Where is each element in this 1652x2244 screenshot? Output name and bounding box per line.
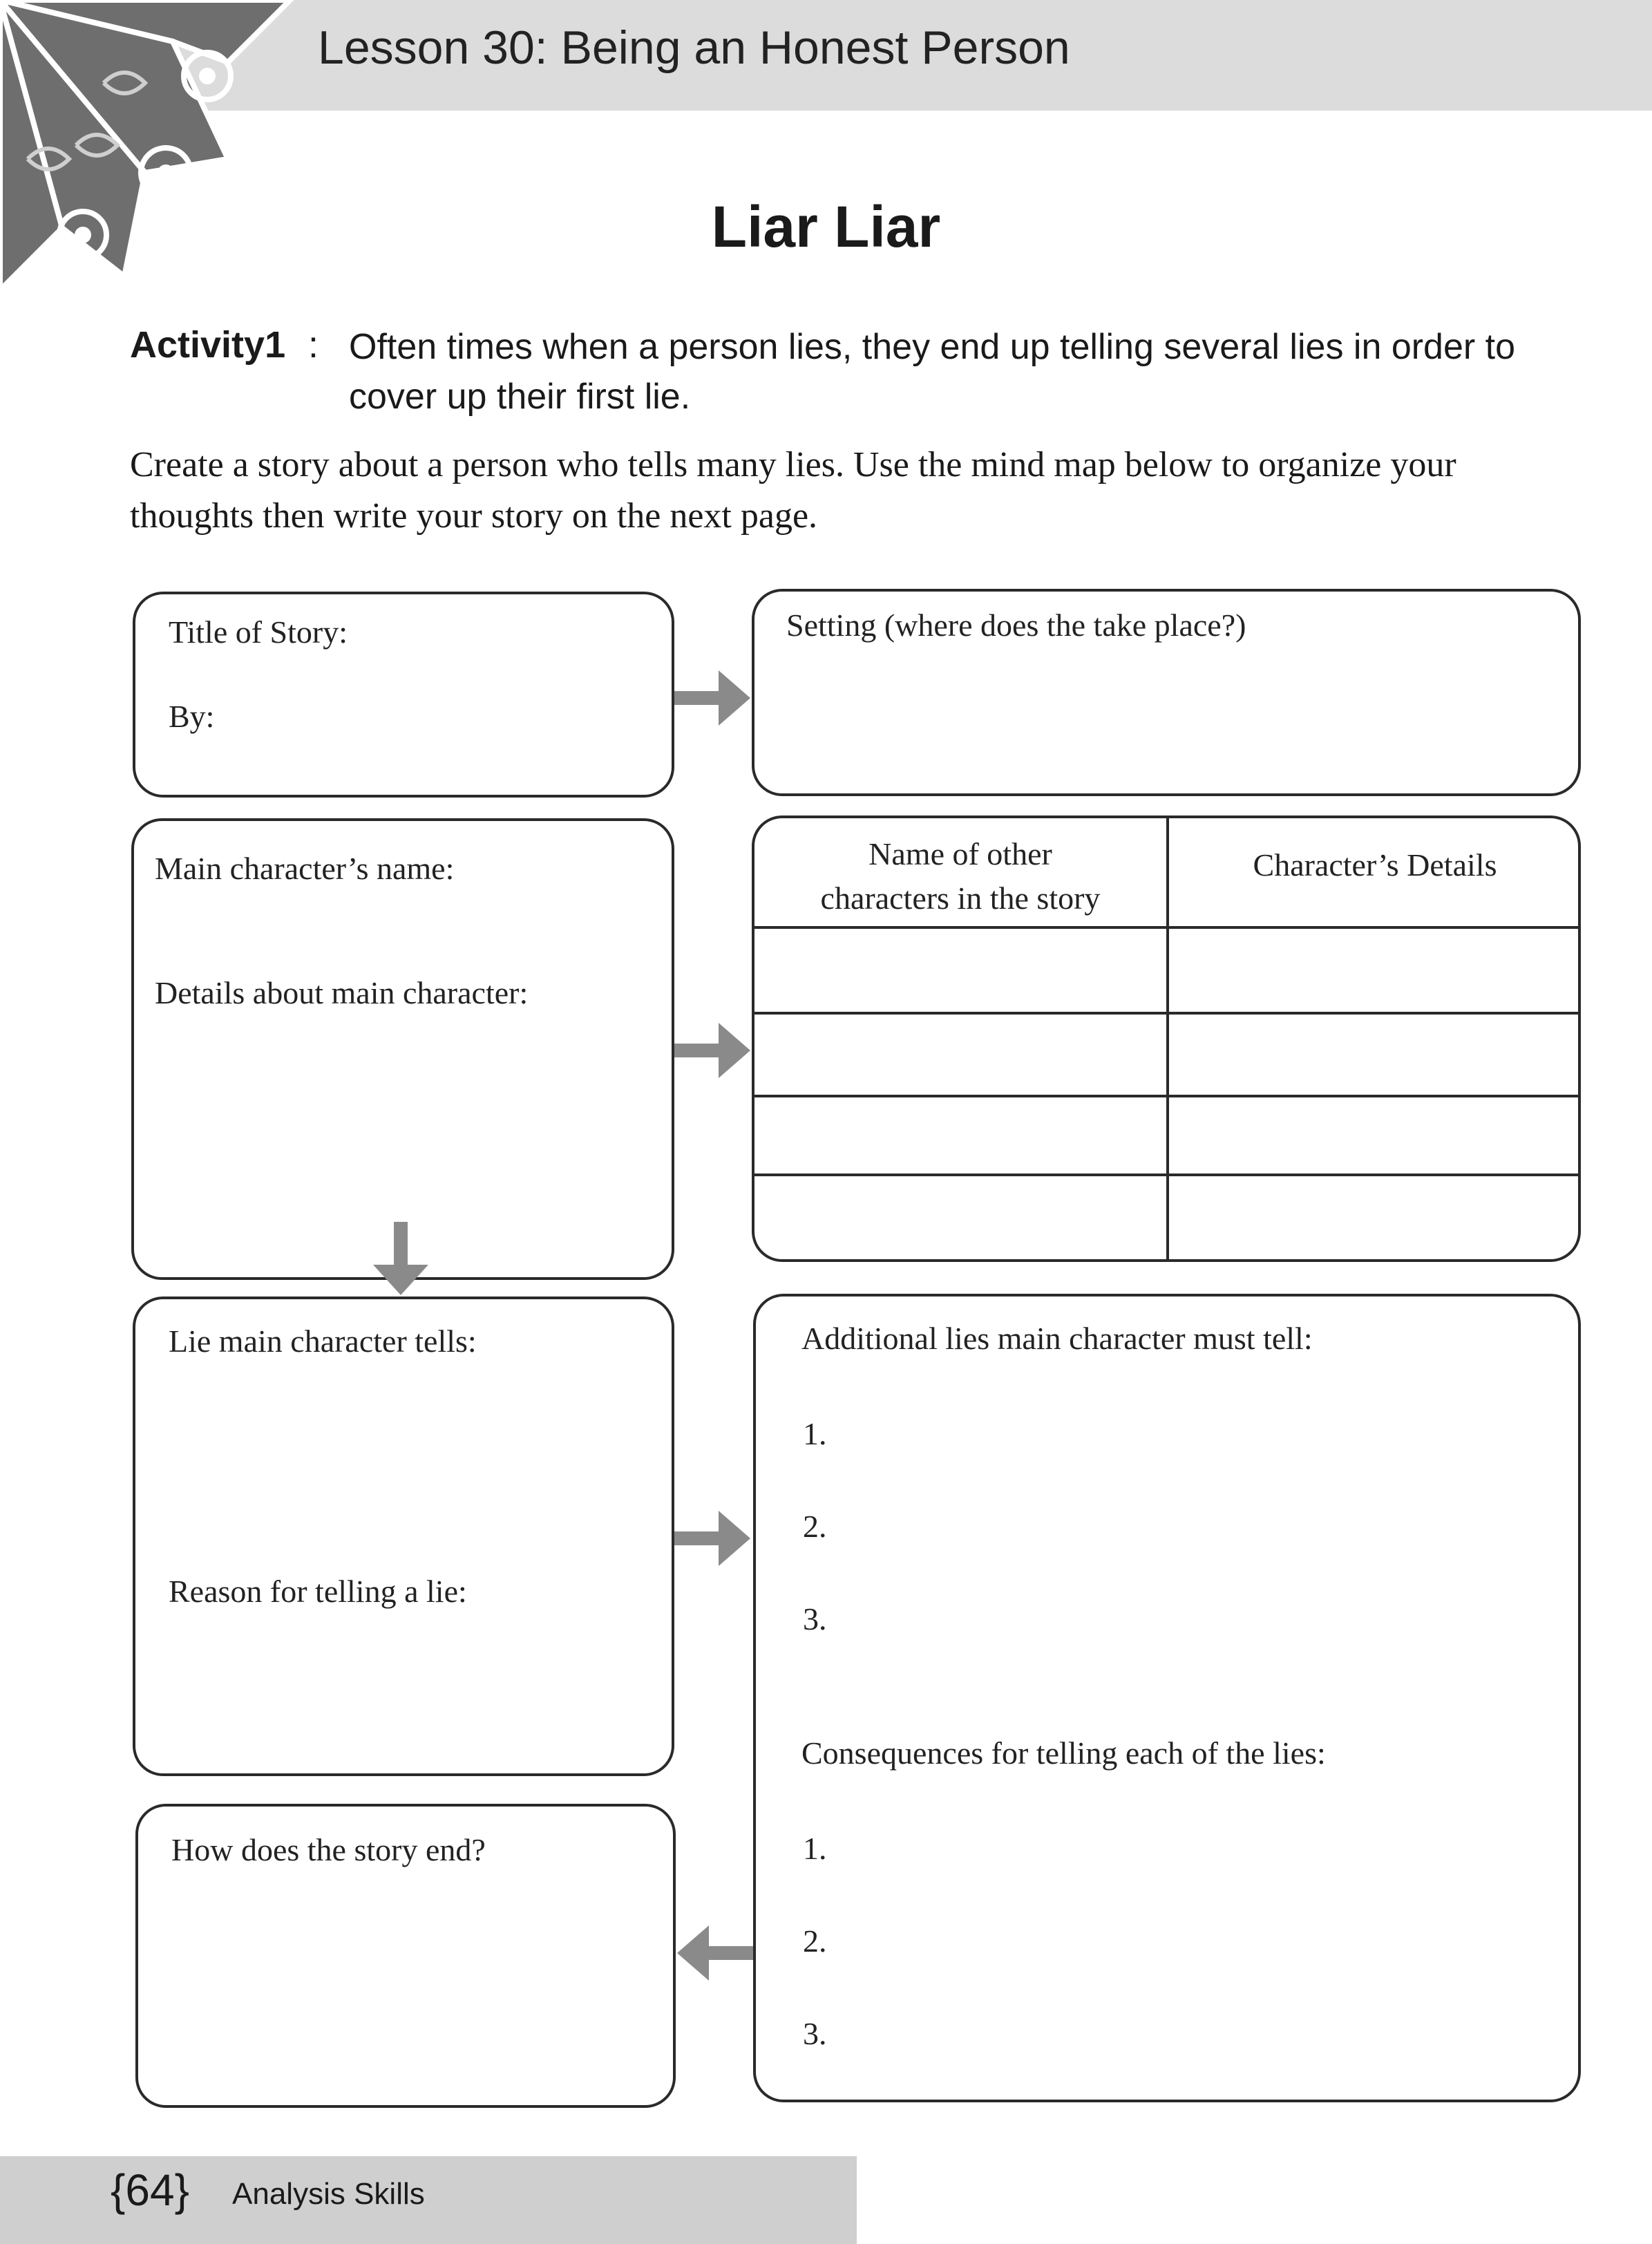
table-row[interactable] (754, 929, 1581, 1012)
consequence-item-2: 2. (803, 1923, 827, 1959)
title-box[interactable] (133, 592, 674, 798)
main-character-name-label: Main character’s name: (155, 851, 455, 886)
lie-label: Lie main character tells: (169, 1323, 477, 1359)
lie-box[interactable] (133, 1297, 674, 1776)
activity-text: Often times when a person lies, they end up telling several lies in order to cover up their first lie. (349, 327, 1516, 417)
main-character-details-label: Details about main character: (155, 975, 529, 1010)
lie-item-2: 2. (803, 1509, 827, 1544)
story-end-label: How does the story end? (171, 1832, 486, 1867)
arrow-left-icon (677, 1925, 753, 1981)
consequence-item-3: 3. (803, 2016, 827, 2051)
additional-lies-box[interactable] (753, 1294, 1581, 2102)
additional-lies-label: Additional lies main character must tell: (801, 1321, 1313, 1356)
column-header-names-line2: characters in the story (820, 880, 1101, 916)
arrow-right-icon (674, 1511, 752, 1566)
setting-label: Setting (where does the take place?) (786, 607, 1246, 643)
setting-box[interactable] (752, 589, 1581, 796)
consequence-item-1: 1. (803, 1831, 827, 1866)
arrow-right-icon (674, 670, 752, 726)
lie-item-3: 3. (803, 1601, 827, 1637)
lesson-title: Lesson 30: Being an Honest Person (318, 21, 1070, 74)
consequences-label: Consequences for telling each of the lies: (801, 1735, 1326, 1771)
characters-table (752, 815, 1581, 1262)
page-title: Liar Liar (711, 194, 941, 259)
table-row[interactable] (754, 1015, 1581, 1095)
page-number: {64} (111, 2165, 189, 2215)
reason-label: Reason for telling a lie: (169, 1574, 467, 1609)
column-header-details: Character’s Details (1253, 847, 1497, 883)
lie-item-1: 1. (803, 1416, 827, 1451)
instructions-text: Create a story about a person who tells many lies. Use the mind map below to organize your thoughts then write your story on the next page. (130, 445, 1456, 536)
column-header-names (754, 832, 1166, 921)
footer-section: Analysis Skills (232, 2177, 425, 2211)
table-row[interactable] (754, 1176, 1581, 1262)
arrow-right-icon (674, 1023, 752, 1078)
title-of-story-label: Title of Story: (169, 614, 348, 650)
table-row[interactable] (754, 1097, 1581, 1173)
main-character-box[interactable] (131, 818, 674, 1280)
column-header-names-line1: Name of other (868, 836, 1052, 871)
by-label: By: (169, 699, 215, 734)
arrow-down-icon (373, 1222, 428, 1297)
story-end-box[interactable] (135, 1804, 676, 2108)
activity-colon: : (308, 324, 319, 366)
activity-label: Activity1 (130, 324, 286, 366)
